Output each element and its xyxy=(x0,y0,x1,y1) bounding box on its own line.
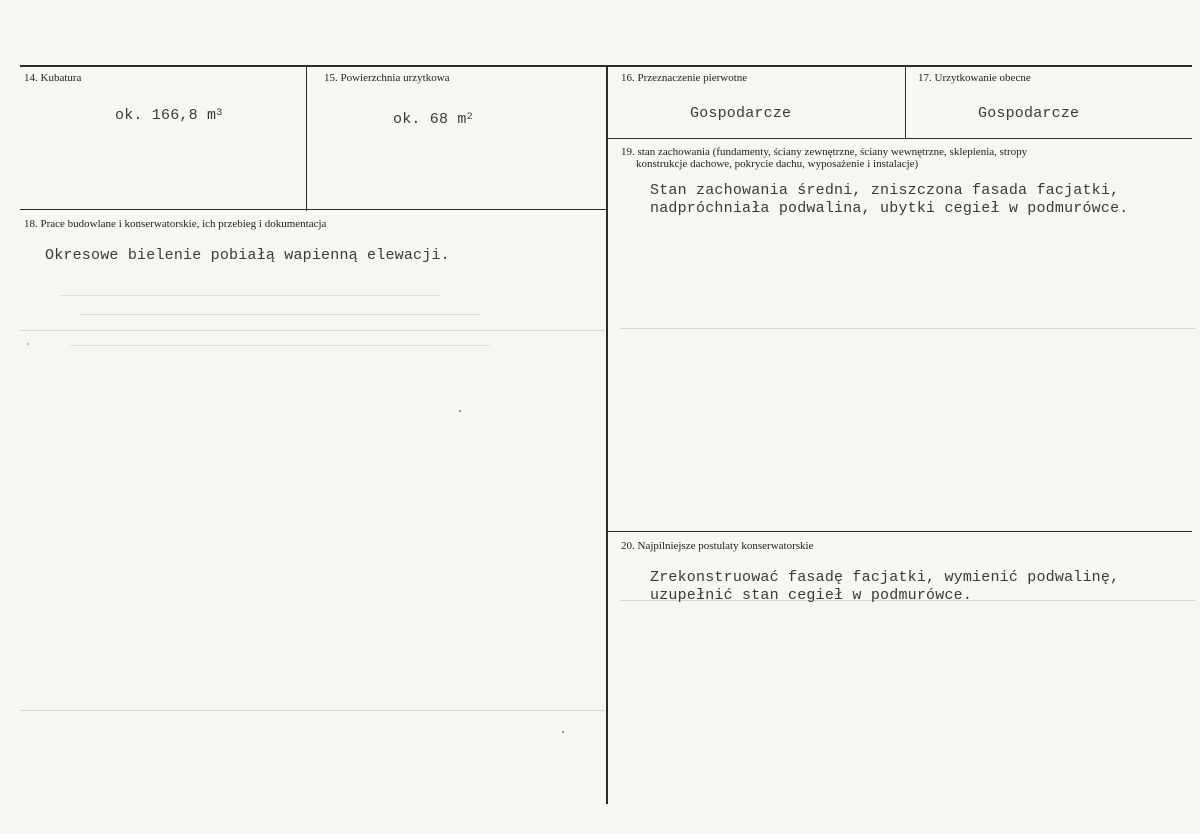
field-14-value-text: ok. 166,8 m xyxy=(115,107,217,124)
field-15-label: 15. Powierzchnia urzytkowa xyxy=(324,72,450,84)
field-19-label-line2: konstrukcje dachowe, pokrycie dachu, wyposażenie i instalacje) xyxy=(636,158,919,170)
divider-16-17 xyxy=(905,66,906,138)
field-20-value-line1: Zrekonstruować fasadę facjatki, wymienić podwalinę, xyxy=(650,569,1120,586)
bleed-through-line xyxy=(20,710,605,711)
field-20-value-line2: uzupełnić stan cegieł w podmurówce. xyxy=(650,587,973,604)
rule-under-16-17 xyxy=(607,138,1192,139)
paper-speck xyxy=(459,410,461,412)
rule-under-14-15 xyxy=(20,209,607,210)
bleed-through-line xyxy=(70,345,490,346)
field-19-value-line1: Stan zachowania średni, zniszczona fasada facjatki, xyxy=(650,182,1120,199)
field-16-label: 16. Przeznaczenie pierwotne xyxy=(621,72,748,84)
field-18-label: 18. Prace budowlane i konserwatorskie, ich przebieg i dokumentacja xyxy=(24,218,327,230)
field-17-value: Gospodarcze xyxy=(978,105,1080,122)
divider-14-15 xyxy=(306,66,307,211)
bleed-through-line xyxy=(620,328,1195,329)
field-14-value xyxy=(115,106,222,128)
center-divider xyxy=(606,66,608,804)
field-15-value-text: ok. 68 m xyxy=(393,111,467,128)
rule-above-20 xyxy=(607,531,1192,532)
field-15-value-unit-exponent: 2 xyxy=(466,112,473,123)
field-17-label: 17. Urzytkowanie obecne xyxy=(918,72,1031,84)
bleed-through-line xyxy=(80,314,480,315)
paper-speck xyxy=(562,731,564,733)
field-19-value-line2: nadpróchniała podwalina, ubytki cegieł w podmurówce. xyxy=(650,200,1129,217)
bleed-through-line xyxy=(60,295,440,296)
field-18-value: Okresowe bielenie pobiałą wapienną elewacji. xyxy=(45,247,450,264)
field-14-label: 14. Kubatura xyxy=(24,72,82,84)
field-14-value-unit-exponent: 3 xyxy=(216,108,223,119)
field-19-label-line1: 19. stan zachowania (fundamenty, ściany zewnętrzne, ściany wewnętrzne, sklepienia, stropy xyxy=(621,146,1028,158)
field-20-label: 20. Najpilniejsze postulaty konserwatorskie xyxy=(621,540,814,552)
bleed-through-line xyxy=(20,330,605,331)
field-16-value: Gospodarcze xyxy=(690,105,792,122)
field-15-value xyxy=(393,110,473,132)
paper-speck xyxy=(27,343,29,345)
